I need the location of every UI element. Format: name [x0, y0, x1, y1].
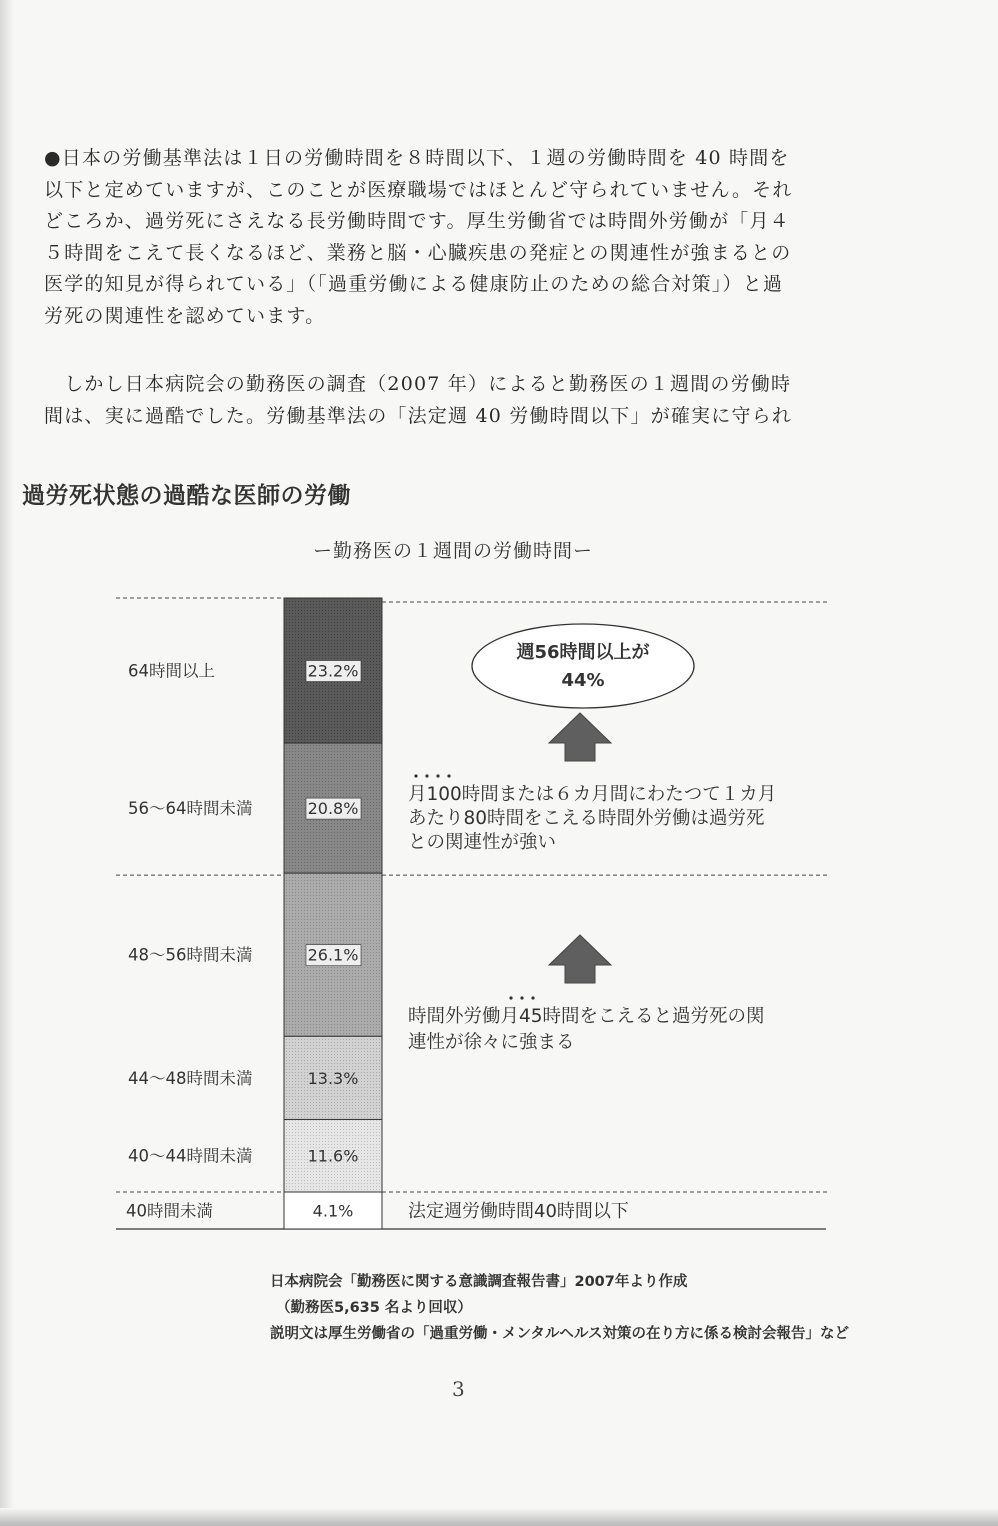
- source-note: 日本病院会「勤務医に関する意識調査報告書」2007年より作成: [270, 1274, 688, 1290]
- paragraph-line: 以下と定めていますが、このことが医療職場ではほとんど守られていません。それ: [44, 178, 793, 201]
- category-label: 44〜48時間未満: [128, 1068, 253, 1088]
- category-label: 40時間未満: [126, 1201, 213, 1221]
- emphasis-dot: [509, 996, 512, 999]
- category-label: 40〜44時間未満: [128, 1146, 253, 1166]
- callout-text: 44%: [561, 670, 605, 691]
- chart-guides: [116, 598, 830, 1229]
- emphasis-dot: [520, 996, 523, 999]
- chart-annotations: [408, 624, 776, 1222]
- callout-text: 週56時間以上が: [516, 642, 650, 663]
- emphasis-dot: [531, 996, 534, 999]
- annotation-text: との関連性が強い: [408, 832, 557, 853]
- paragraph-line: ●日本の労働基準法は１日の労働時間を８時間以下、１週の労働時間を 40 時間を: [44, 147, 790, 169]
- paragraph-line: 間は、実に過酷でした。労働基準法の「法定週 40 労働時間以下」が確実に守られ: [44, 404, 793, 427]
- emphasis-dot: [414, 774, 417, 777]
- chart-title: ー勤務医の１週間の労働時間ー: [313, 540, 594, 562]
- value-label: 20.8%: [307, 799, 359, 819]
- emphasis-dot: [447, 774, 450, 777]
- paragraph-line: 医学的知見が得られている」（「過重労働による健康防止のための総合対策」）と過: [44, 273, 784, 295]
- annotation-text: 連性が徐々に強まる: [408, 1032, 575, 1053]
- annotation-text: 時間外労働月45時間をこえると過労死の関: [408, 1006, 765, 1027]
- category-label: 56〜64時間未満: [128, 799, 253, 819]
- up-arrow-icon: [549, 713, 611, 761]
- category-label: 64時間以上: [128, 661, 215, 681]
- paragraph-line: どころか、過労死にさえなる長労働時間です。厚生労働省では時間外労働が「月４: [44, 210, 790, 232]
- value-label: 26.1%: [307, 945, 359, 965]
- annotation-text: 法定週労働時間40時間以下: [408, 1201, 629, 1222]
- chart-segments: [284, 598, 382, 1229]
- section-title: 過労死状態の過酷な医師の労働: [22, 483, 351, 509]
- value-label: 11.6%: [307, 1146, 359, 1166]
- up-arrow-icon: [549, 935, 611, 983]
- paragraph-line: 労死の関連性を認めています。: [44, 304, 326, 327]
- value-label: 4.1%: [312, 1201, 354, 1221]
- paragraph-line: しかし日本病院会の勤務医の調査（2007 年）によると勤務医の１週間の労働時: [44, 373, 792, 395]
- source-note: 説明文は厚生労働省の「過重労働・メンタルヘルス対策の在り方に係る検討会報告」など: [270, 1326, 849, 1342]
- category-label: 48〜56時間未満: [128, 945, 253, 965]
- emphasis-dot: [436, 774, 439, 777]
- source-note: （勤務医5,635 名より回収）: [276, 1300, 472, 1316]
- annotation-text: 月100時間または６カ月間にわたつて１カ月: [408, 784, 777, 805]
- callout-ellipse: [472, 624, 694, 708]
- page-number: 3: [452, 1377, 465, 1401]
- annotation-text: あたり80時間をこえる時間外労働は過労死: [408, 808, 765, 829]
- paragraph-line: ５時間をこえて長くなるほど、業務と脳・心臓疾患の発症との関連性が強まるとの: [44, 241, 792, 264]
- value-label: 13.3%: [307, 1068, 359, 1088]
- value-label: 23.2%: [307, 661, 359, 681]
- emphasis-dot: [425, 774, 428, 777]
